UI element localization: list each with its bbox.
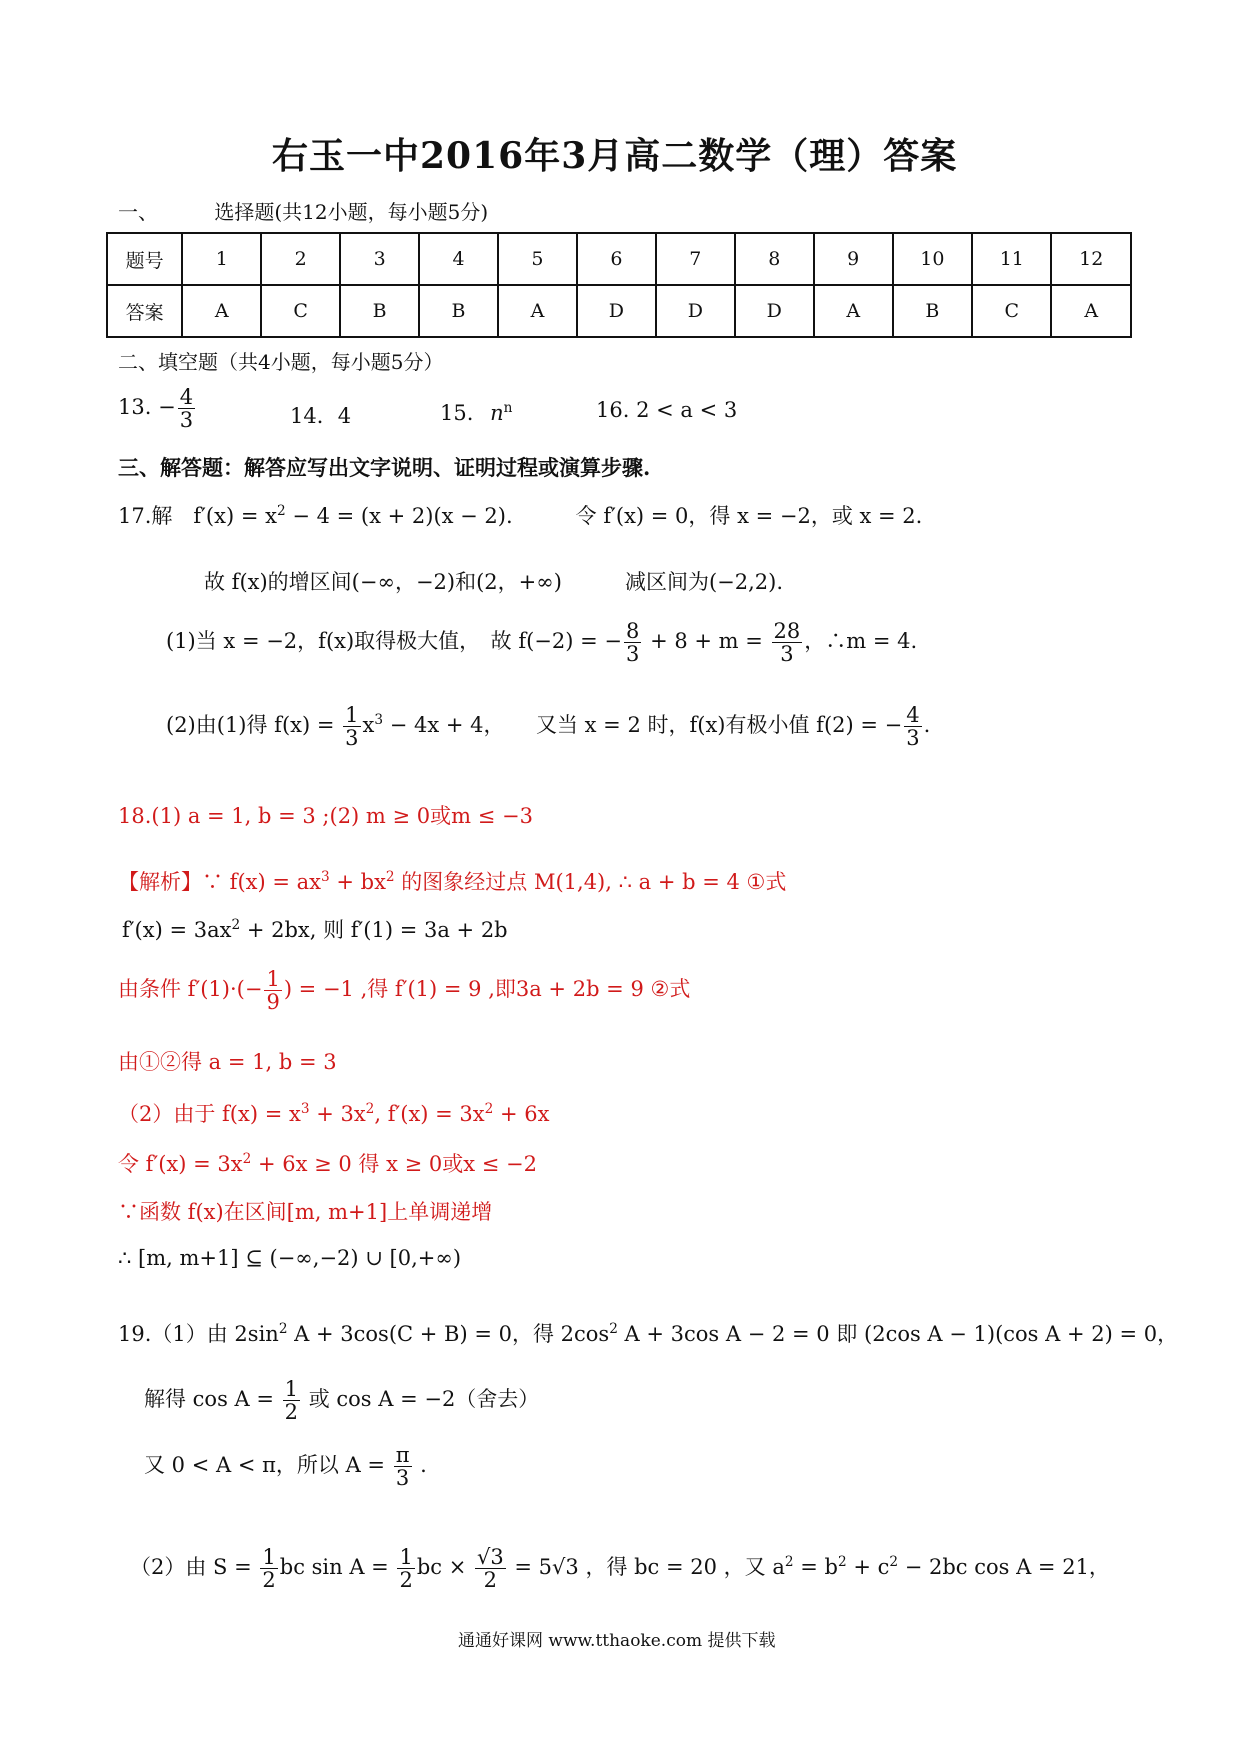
text-segment: x [362, 713, 375, 738]
table-cell: B [893, 285, 972, 337]
section-fill-heading: 二、填空题（共4小题，每小题5分） [118, 350, 444, 374]
text-segment: , f′(x) = 3x [374, 1102, 485, 1126]
table-cell: D [577, 285, 656, 337]
denominator: 3 [179, 408, 194, 433]
exponent: 2 [242, 1151, 252, 1167]
numerator: π [395, 1443, 410, 1467]
text-segment: 的图象经过点 M(1,4), ∴ a + b = 4 ①式 [394, 870, 787, 894]
exponent: 2 [231, 917, 241, 933]
table-cell: 11 [972, 233, 1051, 285]
q17-line-4 [166, 704, 930, 749]
table-cell: 10 [893, 233, 972, 285]
exponent: 2 [365, 1101, 375, 1117]
text-segment: − 2bc cos A = 21， [898, 1555, 1110, 1580]
numerator: 1 [266, 967, 280, 991]
page-footer: 通通好课网 www.tthaoke.com 提供下载 [458, 1631, 776, 1651]
text-segment: 令 f′(x) = 3x [118, 1152, 243, 1176]
q18-line-3 [118, 968, 690, 1013]
table-cell: D [656, 285, 735, 337]
text-segment: (2)由(1)得 f(x) = [166, 713, 342, 738]
text-segment: + c [846, 1555, 890, 1580]
text-segment: 或 cos A = −2（舍去） [302, 1387, 540, 1412]
table-cell: A [1051, 285, 1131, 337]
q18-line-7: ∵函数 f(x)在区间[m, m+1]上单调递增 [118, 1200, 493, 1224]
fraction [904, 704, 921, 749]
exponent: 3 [300, 1101, 310, 1117]
denominator: 2 [483, 1568, 498, 1593]
fraction [264, 968, 281, 1013]
exponent: 2 [837, 1554, 847, 1571]
fill-answer-16: 16. 2 < a < 3 [596, 398, 738, 422]
text-segment: A + 3cos A − 2 = 0 即 (2cos A − 1)(cos A + 2) = 0， [617, 1322, 1179, 1346]
q19-line-4 [130, 1546, 1110, 1591]
text-segment: bc × [416, 1555, 473, 1580]
q18-line-2 [122, 914, 508, 944]
text-segment: + 6x [493, 1102, 550, 1126]
exponent: 3 [321, 869, 330, 885]
q19-line-2 [144, 1378, 539, 1423]
fraction [475, 1546, 506, 1591]
text-segment: ) = −1 ,得 f′(1) = 9 ,即3a + 2b = 9 ②式 [283, 977, 691, 1002]
q17-line-1 [118, 500, 922, 530]
fill-answer-13 [118, 386, 197, 431]
fraction [343, 704, 360, 749]
table-cell: 8 [735, 233, 814, 285]
q18-line-5 [118, 1098, 549, 1128]
text-segment: . [923, 713, 931, 738]
numerator: √3 [476, 1545, 504, 1569]
table-cell: 答案 [107, 285, 182, 337]
text-segment: 解得 cos A = [144, 1387, 281, 1412]
denominator: 2 [284, 1400, 299, 1425]
q18-line-4: 由①②得 a = 1, b = 3 [118, 1050, 337, 1074]
table-cell: C [972, 285, 1051, 337]
numerator: 28 [773, 619, 801, 643]
math-base: n [490, 401, 504, 425]
denominator: 3 [780, 642, 794, 667]
text-segment: f′(x) = 3ax [122, 918, 232, 942]
table-cell: 6 [577, 233, 656, 285]
section-choice-heading [118, 196, 488, 225]
text-segment: bc sin A = [279, 1555, 396, 1580]
exponent: 2 [278, 1321, 288, 1337]
table-cell: 4 [419, 233, 498, 285]
numerator: 4 [906, 703, 920, 727]
q18-line-6 [118, 1148, 537, 1178]
numerator: 1 [262, 1545, 276, 1569]
exponent: 2 [609, 1321, 618, 1337]
section-solution-heading: 三、解答题：解答应写出文字说明、证明过程或演算步骤. [118, 455, 651, 480]
exponent: 2 [784, 1554, 794, 1571]
text-segment: + 2bx, 则 f′(1) = 3a + 2b [240, 918, 508, 942]
table-cell: 3 [340, 233, 419, 285]
q17-line-3 [166, 620, 917, 665]
q19-line-3 [144, 1444, 427, 1489]
table-cell: A [498, 285, 577, 337]
page-title: 右玉一中2016年3月高二数学（理）答案 [272, 135, 958, 177]
text-segment: + 6x ≥ 0 得 x ≥ 0或x ≤ −2 [251, 1152, 538, 1176]
q19-line-1 [118, 1318, 1178, 1348]
numerator: 1 [284, 1377, 299, 1401]
text-segment: 17.解 f′(x) = x [118, 504, 277, 528]
text-segment: 19.（1）由 2sin [118, 1322, 279, 1346]
question-number: 13. [118, 395, 152, 420]
numerator: 1 [399, 1545, 413, 1569]
text-segment: = b [793, 1555, 838, 1580]
denominator: 3 [345, 726, 359, 751]
text-segment: 又 0 < A < π，所以 A = [144, 1453, 392, 1478]
fraction [178, 386, 195, 431]
answer-table-answer-row [107, 285, 1131, 337]
table-cell: A [814, 285, 893, 337]
exponent: 2 [889, 1554, 899, 1571]
q18-answer: 18.(1) a = 1, b = 3 ;(2) m ≥ 0或m ≤ −3 [118, 804, 533, 828]
table-cell: A [182, 285, 261, 337]
text-segment: （2）由 S = [130, 1555, 259, 1580]
denominator: 2 [262, 1568, 276, 1593]
table-cell: 12 [1051, 233, 1131, 285]
text-segment: − 4x + 4， 又当 x = 2 时，f(x)有极小值 f(2) = − [383, 713, 903, 738]
table-cell: B [340, 285, 419, 337]
table-cell: D [735, 285, 814, 337]
fill-answer-14: 14．4 [290, 404, 352, 428]
exponent: 2 [276, 503, 286, 519]
text-segment: A + 3cos(C + B) = 0，得 2cos [287, 1322, 610, 1346]
numerator: 4 [179, 385, 194, 409]
denominator: 3 [395, 1466, 410, 1491]
table-cell: 题号 [107, 233, 182, 285]
text-segment: + 8 + m = [643, 629, 770, 654]
text-segment: + bx [329, 870, 386, 894]
minus-sign: − [158, 395, 176, 420]
answer-table [106, 232, 1132, 338]
text-segment: (1)当 x = −2，f(x)取得极大值， 故 f(−2) = − [166, 629, 623, 654]
q18-line-1 [118, 866, 786, 896]
q18-line-8: ∴ [m, m+1] ⊆ (−∞,−2) ∪ [0,+∞) [118, 1246, 462, 1270]
text-segment: + 3x [309, 1102, 366, 1126]
q17-line-2: 故 f(x)的增区间(−∞，−2)和(2，+∞) 减区间为(−2,2). [204, 570, 783, 594]
denominator: 9 [266, 990, 280, 1015]
text-segment: ，∴m = 4. [804, 629, 918, 654]
numerator: 8 [626, 619, 640, 643]
table-cell: B [419, 285, 498, 337]
text-segment: 【解析】∵ f(x) = ax [118, 870, 321, 894]
text-segment: − 4 = (x + 2)(x − 2). 令 f′(x) = 0，得 x = −2，或 x = 2. [285, 504, 923, 528]
exponent: 2 [385, 869, 395, 885]
math-exponent: n [503, 400, 513, 416]
exponent: 2 [484, 1101, 494, 1117]
fill-answer-15 [440, 400, 512, 425]
table-cell: 1 [182, 233, 261, 285]
text-segment: （2）由于 f(x) = x [118, 1102, 301, 1126]
fraction [260, 1546, 277, 1591]
table-cell: C [261, 285, 340, 337]
section-choice-number: 一、 [118, 200, 158, 224]
table-cell: 2 [261, 233, 340, 285]
denominator: 3 [906, 726, 920, 751]
table-cell: 5 [498, 233, 577, 285]
fraction [397, 1546, 414, 1591]
denominator: 2 [399, 1568, 413, 1593]
question-number: 15. [440, 401, 474, 425]
fraction [624, 620, 641, 665]
fraction [283, 1378, 300, 1423]
table-cell: 7 [656, 233, 735, 285]
section-choice-title: 选择题(共12小题，每小题5分) [214, 200, 489, 224]
fraction [394, 1444, 412, 1489]
text-segment: . [413, 1453, 427, 1478]
fraction [772, 620, 803, 665]
table-cell: 9 [814, 233, 893, 285]
answer-table-header-row [107, 233, 1131, 285]
text-segment: = 5√3 ，得 bc = 20 ，又 a [507, 1555, 785, 1580]
numerator: 1 [345, 703, 359, 727]
exponent: 3 [374, 712, 384, 729]
denominator: 3 [626, 642, 640, 667]
text-segment: 由条件 f′(1)·(− [118, 977, 263, 1002]
